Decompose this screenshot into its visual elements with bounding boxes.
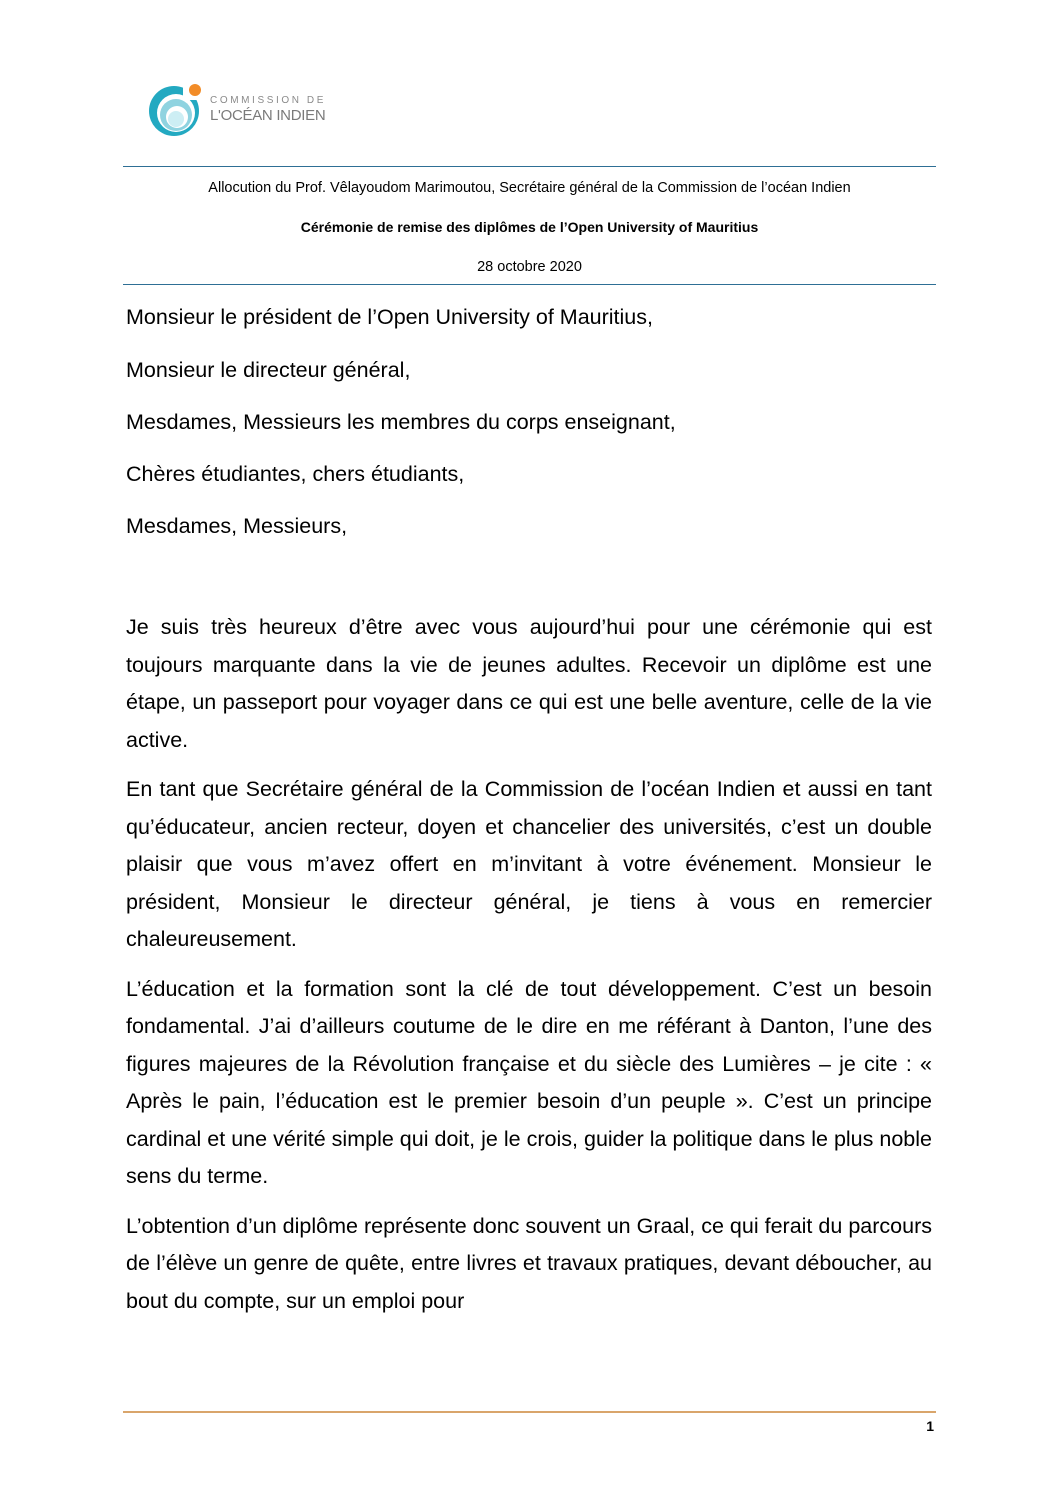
salutation-line: Mesdames, Messieurs les membres du corps enseignant, [126,410,676,434]
header-rule-top [123,166,936,167]
paragraph: Je suis très heureux d’être avec vous aujourd’hui pour une cérémonie qui est toujours marquante dans la vie de jeunes adultes. Recevoir un diplôme est une étape, un passeport pour voyager dans ce qui est une belle aventure, celle de la vie active. [126,615,932,752]
salutation-line: Chères étudiantes, chers étudiants, [126,462,465,486]
footer-rule [123,1411,936,1413]
header-rule-bottom [123,284,936,285]
salutation-line: Mesdames, Messieurs, [126,514,348,538]
page-number: 1 [926,1418,934,1434]
paragraph: L’éducation et la formation sont la clé de tout développement. C’est un besoin fondamental. J’ai d’ailleurs coutume de le dire en me référant à Danton, l’une des figures majeures de la Révolution française et du siècle des Lumières – je cite : « Après le pain, l’éducation est le premier besoin d’un peuple ». C’est un principe cardinal et une vérité simple qui doit, je le crois, guider la politique dans le plus noble sens du terme. [126,976,932,1188]
logo-text-line1: COMMISSION DE [210,95,327,106]
salutation-line: Monsieur le directeur général, [126,358,411,382]
event-title: Cérémonie de remise des diplômes de l’Open University of Mauritius [300,219,759,235]
paragraph: L’obtention d’un diplôme représente donc souvent un Graal, ce qui ferait du parcours de l’élève un genre de quête, entre livres et travaux pratiques, devant déboucher, au bout du compte, sur un emploi pour [126,1213,932,1313]
paragraph: En tant que Secrétaire général de la Commission de l’océan Indien et aussi en tant qu’éducateur, ancien recteur, doyen et chancelier des universités, c’est un double plaisir que vous m’avez offert en m’invitant à votre événement. Monsieur le président, Monsieur le directeur général, je tiens à vous en remercier chaleureusement. [126,777,932,951]
logo-emblem-icon [145,78,207,140]
speech-title: Allocution du Prof. Vêlayoudom Marimoutou, Secrétaire général de la Commission de l’océan Indien [208,180,851,196]
salutation-line: Monsieur le président de l’Open University of Mauritius, [126,305,653,329]
speech-body [126,609,932,1332]
logo-text-line2: L'OCÉAN INDIEN [210,107,326,124]
event-date: 28 octobre 2020 [477,259,582,275]
commission-logo [145,78,345,144]
